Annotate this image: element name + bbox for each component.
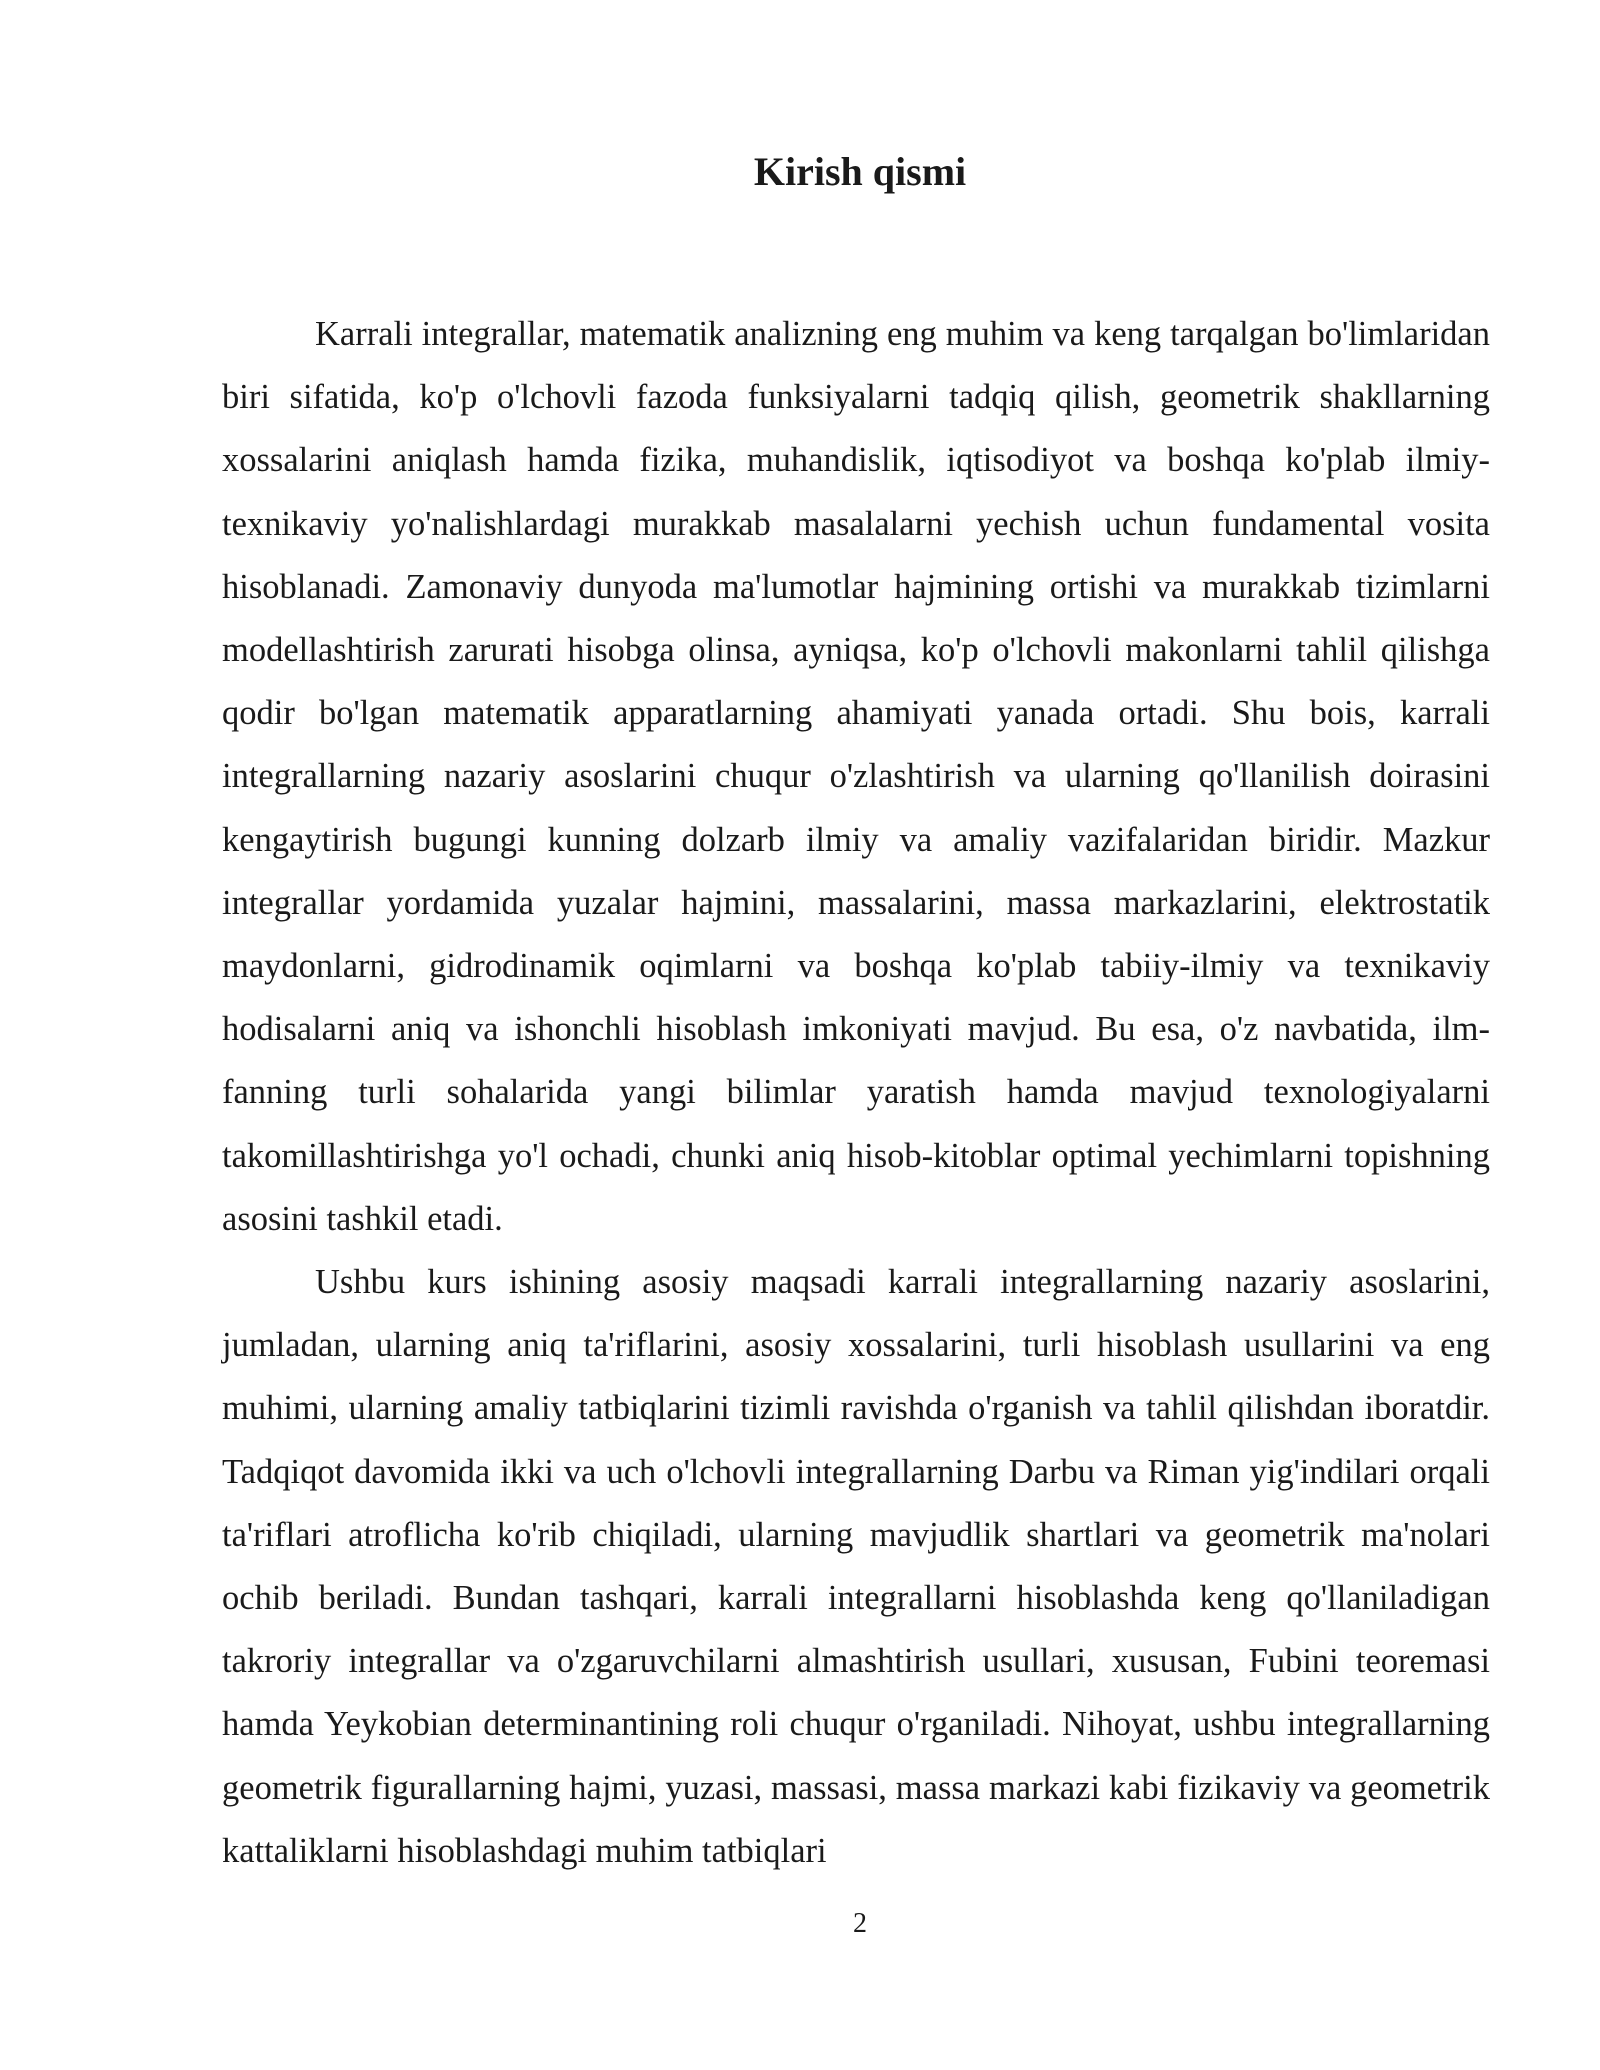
page-title: Kirish qismi [753, 149, 967, 194]
paragraph-1: Karrali integrallar, matematik analizning eng muhim va keng tarqalgan bo'limlaridan biri sifatida, ko'p o'lchovli fazoda funksiyalarni tadqiq qilish, geometrik shakllarning xossalarini aniqlash hamda fizika, muhandislik, iqtisodiyot va boshqa ko'plab ilmiy-texnikaviy yo'nalishlardagi murakkab masalalarni yechish uchun fundamental vosita hisoblanadi. Zamonaviy dunyoda ma'lumotlar hajmining ortishi va murakkab tizimlarni modellashtirish zarurati hisobga olinsa, ayniqsa, ko'p o'lchovli makonlarni tahlil qilishga qodir bo'lgan matematik apparatlarning ahamiyati yanada ortadi. Shu bois, karrali integrallarning nazariy asoslarini chuqur o'zlashtirish va ularning qo'llanilish doirasini kengaytirish bugungi kunning dolzarb ilmiy va amaliy vazifalaridan biridir. Mazkur integrallar yordamida yuzalar hajmini, massalarini, massa markazlarini, elektrostatik maydonlarni, gidrodinamik oqimlarni va boshqa ko'plab tabiiy-ilmiy va texnikaviy hodisalarni aniq va ishonchli hisoblash imkoniyati mavjud. Bu esa, o'z navbatida, ilm-fanning turli sohalarida yangi bilimlar yaratish hamda mavjud texnologiyalarni takomillashtirishga yo'l ochadi, chunki aniq hisob-kitoblar optimal yechimlarni topishning asosini tashkil etadi. [222, 315, 1490, 1238]
paragraph-2: Ushbu kurs ishining asosiy maqsadi karrali integrallarning nazariy asoslarini, jumladan, ularning aniq ta'riflarini, asosiy xossalarini, turli hisoblash usullarini va eng muhimi, ularning amaliy tatbiqlarini tizimli ravishda o'rganish va tahlil qilishdan iboratdir. Tadqiqot davomida ikki va uch o'lchovli integrallarning Darbu va Riman yig'indilari orqali ta'riflari atroflicha ko'rib chiqiladi, ularning mavjudlik shartlari va geometrik ma'nolari ochib beriladi. Bundan tashqari, karrali integrallarni hisoblashda keng qo'llaniladigan takroriy integrallar va o'zgaruvchilarni almashtirish usullari, xususan, Fubini teoremasi hamda Yeykobian determinantining roli chuqur o'rganiladi. Nihoyat, ushbu integrallarning geometrik figurallarning hajmi, yuzasi, massasi, massa markazi kabi fizikaviy va geometrik kattaliklarni hisoblashdagi muhim tatbiqlari [222, 1263, 1490, 1870]
body-text [222, 303, 1490, 1883]
page-number: 2 [853, 1908, 867, 1939]
